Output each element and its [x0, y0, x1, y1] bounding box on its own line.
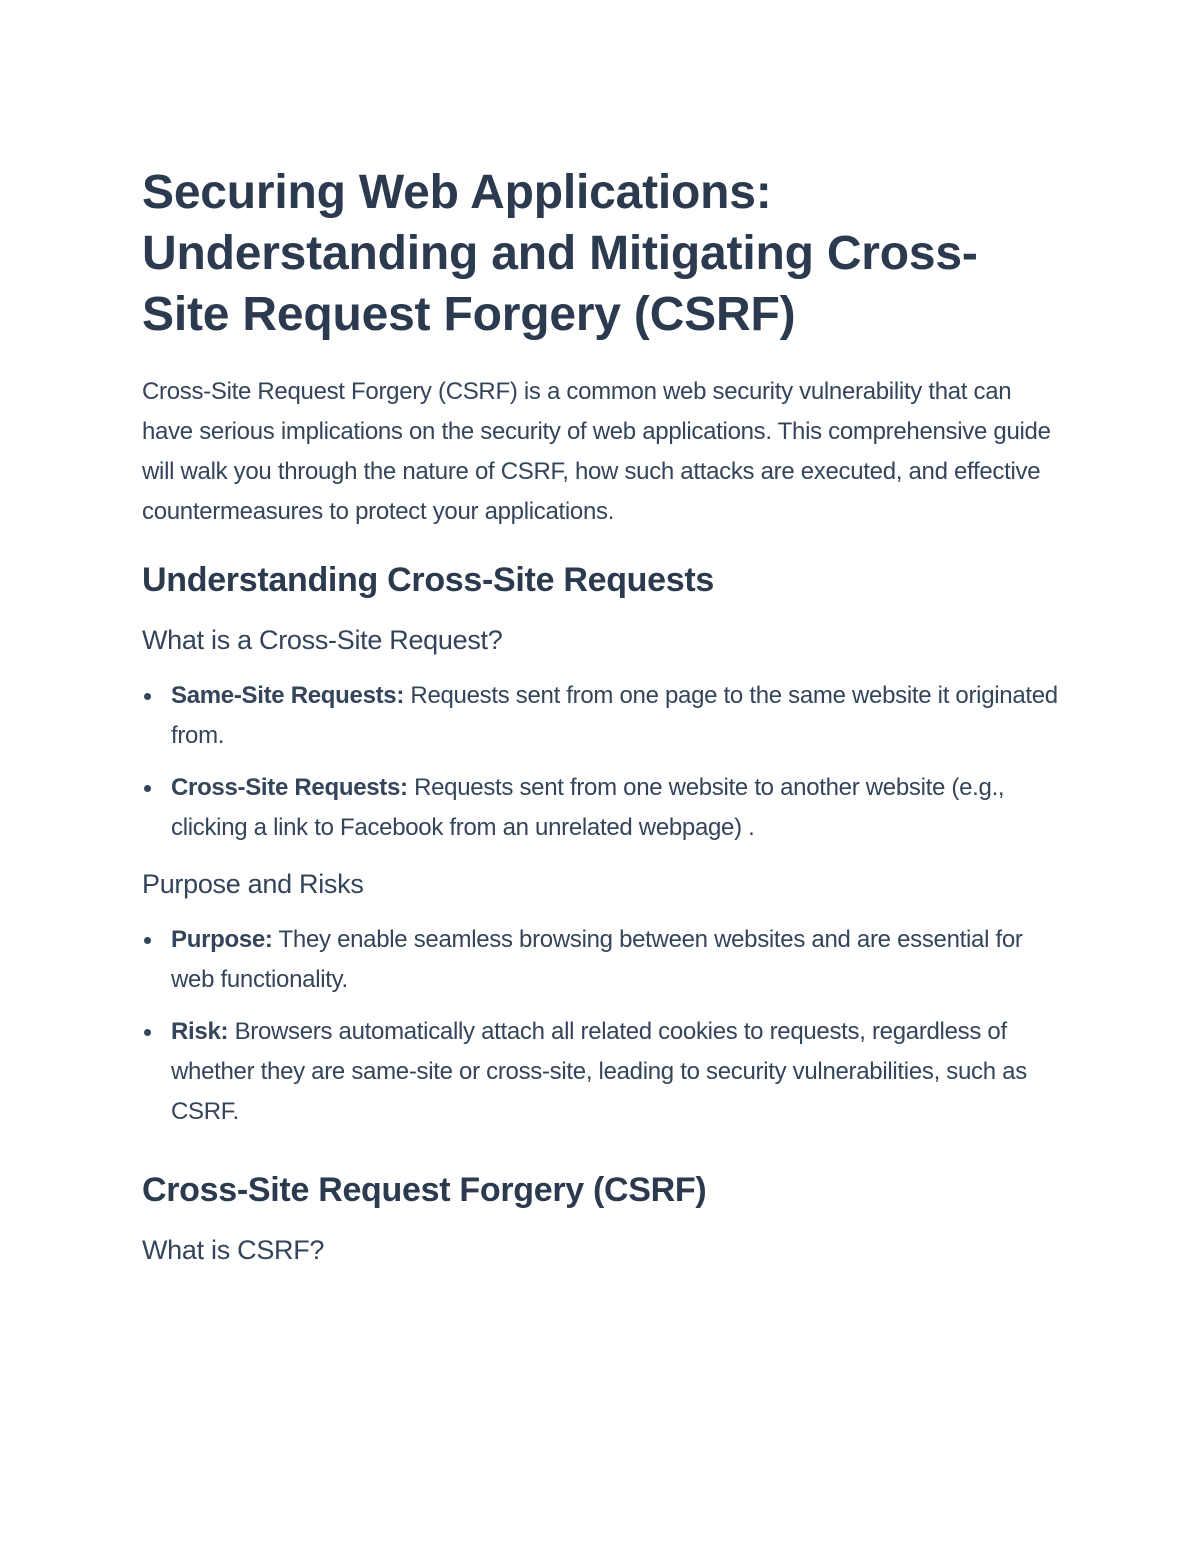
bullet-list-purpose-risks [142, 920, 1062, 1132]
list-item-term: Same-Site Requests: [171, 682, 405, 709]
list-item [142, 768, 1062, 848]
list-item-text: Requests sent from one page to the same website it originated from. [171, 682, 1058, 749]
subsection-heading-what-is-csrf: What is CSRF? [142, 1235, 325, 1265]
list-item-text: Browsers automatically attach all related cookies to requests, regardless of whether they are same-site or cross-site, leading to security vulnerabilities, such as CSRF. [171, 1018, 1027, 1125]
intro-paragraph: Cross-Site Request Forgery (CSRF) is a common web security vulnerability that can have serious implications on the security of web applications. This comprehensive guide will walk you through the nature of CSRF, how such attacks are executed, and effective countermeasures to protect your applications. [142, 378, 1051, 525]
bullet-icon [144, 785, 151, 792]
document-page [142, 162, 1062, 1270]
bullet-icon [144, 693, 151, 700]
document-title: Securing Web Applications: Understanding and Mitigating Cross-Site Request Forgery (CSRF) [142, 166, 978, 341]
bullet-icon [144, 1029, 151, 1036]
bullet-icon [144, 937, 151, 944]
list-item-text: Requests sent from one website to another website (e.g., clicking a link to Facebook from an unrelated webpage) . [171, 774, 1005, 841]
list-item [142, 676, 1062, 756]
list-item-term: Cross-Site Requests: [171, 774, 408, 801]
list-item-term: Purpose: [171, 926, 273, 953]
list-item [142, 1012, 1062, 1132]
section-heading-csrf: Cross-Site Request Forgery (CSRF) [142, 1171, 707, 1209]
list-item [142, 920, 1062, 1000]
bullet-list-request-types [142, 676, 1062, 848]
list-item-text: They enable seamless browsing between websites and are essential for web functionality. [171, 926, 1023, 993]
list-item-term: Risk: [171, 1018, 229, 1045]
subsection-heading-what-is-cross-site-request: What is a Cross-Site Request? [142, 625, 503, 655]
subsection-heading-purpose-and-risks: Purpose and Risks [142, 869, 364, 899]
section-heading-cross-site-requests: Understanding Cross-Site Requests [142, 561, 714, 599]
